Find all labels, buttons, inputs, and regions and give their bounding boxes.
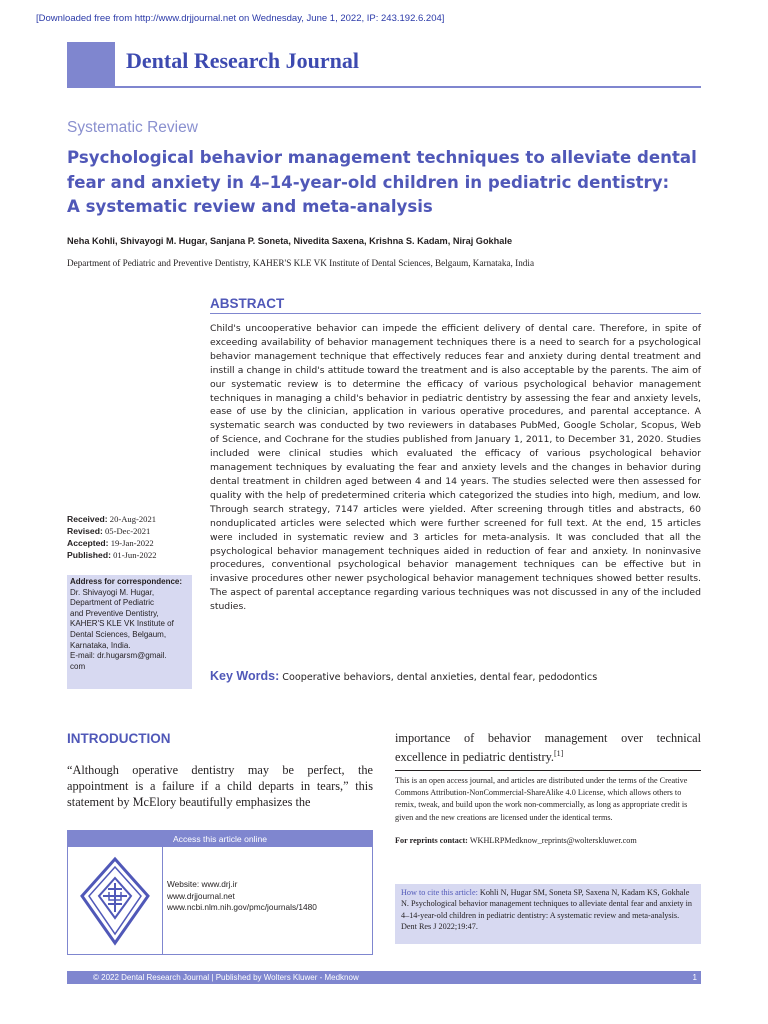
journal-header-rule [115,86,701,88]
page-number: 1 [692,973,697,982]
correspondence-email[interactable]: E-mail: dr.hugarsm@gmail. [70,651,167,661]
article-title [67,146,707,220]
date-received [67,513,157,525]
website-label: Website: [167,879,200,889]
abstract-rule [210,313,701,314]
website-row [167,879,317,891]
journal-url-link[interactable]: www.drjjournal.net [167,890,235,901]
date-value: 20-Aug-2021 [109,514,157,524]
page-footer [67,971,701,984]
article-dates [67,513,157,561]
article-type: Systematic Review [67,119,198,136]
correspondence-line: and Preventive Dentistry, [70,608,159,618]
reprints-email[interactable]: WKHLRPMedknow_reprints@wolterskluwer.com [469,835,637,845]
date-label: Received: [67,514,108,524]
date-accepted [67,537,157,549]
citation-text: Kohli N, Hugar SM, Soneta SP, Saxena N, Kadam KS, Gokhale N. Psychological behavior management techniques to alleviate dental fear and anxiety in 4–14-year-old children in pediatric dentistry: A systematic review and meta-analysis. Dent Res J 2022;19:47. [401,888,693,931]
introduction-text: “Although operative dentistry may be perfect, the appointment is a failure if a child departs in tears,” this statement by McElory beautifully emphasizes the [67,763,373,809]
correspondence-line: Department of Pediatric [70,598,155,608]
access-online-heading: Access this article online [68,831,372,847]
introduction-continuation [395,730,701,765]
journal-logo-icon [79,856,151,946]
affiliation: Department of Pediatric and Preventive Dentistry, KAHER'S KLE VK Institute of Dental Sciences, Belgaum, Karnataka, India [67,258,535,268]
correspondence-heading: Address for correspondence: [70,577,183,586]
article-title-line: Psychological behavior management techniques to alleviate dental [67,148,697,167]
date-published [67,549,157,561]
keywords-text: Cooperative behaviors, dental anxieties, dental fear, pedodontics [282,672,598,683]
abstract-body [210,322,701,614]
date-label: Revised: [67,526,103,536]
correspondence-box [67,575,192,689]
keywords [210,669,597,683]
article-title-line: A systematic review and meta-analysis [67,197,433,216]
reprints-label: For reprints contact: [395,835,468,845]
access-online-box [67,830,373,955]
date-value: 19-Jan-2022 [110,538,154,548]
correspondence-email-cont[interactable]: com [70,661,86,671]
citation-label: How to cite this article: [401,888,478,897]
date-revised [67,525,157,537]
abstract-paragraph: Child's uncooperative behavior can impede the efficient delivery of dental care. Therefore, in spite of exceeding availability of behavior management techniques there is a need to search for a psychological behavior management technique that effectively reduces fear and anxiety during dental treatment and instill a change in child's attitude toward the treatment and is also acceptable by the parents. The aim of our systematic review is to determine the efficacy of various psychological behavior management techniques in managing a child's behavior in pediatric dentistry by assessing the fear and anxiety levels, ease of use by the clinician, application in various operative procedures, and parental acceptance. A systematic search was conducted by two reviewers in databases PubMed, Google Scholar, Scopus, Web of Science, and Cochrane for the studies published from January 1, 2011, to December 31, 2020. Studies included were clinical studies which evaluated the efficacy of various psychological behavior management techniques by evaluating the fear and anxiety levels and the changes in behavior during dental treatment in children aged between 4 and 14 years. The studies selected were then assessed for quality with the help of predetermined criteria which categorized the studies into high, medium, and low. Through search strategy, 7147 articles were yielded. After screening through titles and abstracts, 60 nonduplicated articles were selected which were further screened for full text. At the end, 15 articles were included in systematic review and 3 articles for meta-analysis. It was concluded that all the psychological behavior management techniques aided in reduction of fear and anxiety. In noninvasive procedures, conventional psychological behavior management techniques can be effective but in invasive procedures other newer psychological behavior management techniques showed better results. The aspect of parental acceptance regarding various techniques was not discussed in any of the included studies. [210,323,701,613]
abstract-heading: ABSTRACT [210,296,285,311]
author-list: Neha Kohli, Shivayogi M. Hugar, Sanjana P. Soneta, Nivedita Saxena, Krishna S. Kadam, Niraj Gokhale [67,236,513,246]
download-notice: [Downloaded free from http://www.drjjournal.net on Wednesday, June 1, 2022, IP: 243.192.6.204] [36,13,445,24]
date-label: Published: [67,550,111,560]
access-divider [162,847,163,954]
open-access-notice [395,770,701,845]
journal-title: Dental Research Journal [126,48,360,73]
pmc-url-link[interactable]: www.ncbi.nlm.nih.gov/pmc/journals/1480 [167,902,317,913]
access-online-info [167,879,317,914]
reference-marker[interactable]: [1] [554,749,564,758]
date-value: 05-Dec-2021 [104,526,151,536]
correspondence-line: Karnataka, India. [70,640,131,650]
article-title-line: fear and anxiety in 4–14-year-old children in pediatric dentistry: [67,172,670,192]
date-label: Accepted: [67,538,109,548]
date-value: 01-Jun-2022 [113,550,157,560]
footer-copyright: © 2022 Dental Research Journal | Published by Wolters Kluwer - Medknow [93,973,359,982]
keywords-label: Key Words: [210,669,280,683]
open-access-text: This is an open access journal, and articles are distributed under the terms of the Creative Commons Attribution-NonCommercial-ShareAlike 4.0 License, which allows others to remix, tweak, and build upon the work non-commercially, as long as appropriate credit is given and the new creations are licensed under the identical terms. [395,776,688,822]
reprints-contact [395,836,701,845]
correspondence-line: KAHER'S KLE VK Institute of [70,619,174,629]
introduction-heading: INTRODUCTION [67,731,171,746]
correspondence-line: Dr. Shivayogi M. Hugar, [70,587,155,597]
journal-header-block [67,42,115,88]
citation-box [395,884,701,944]
introduction-continuation-text: importance of behavior management over technical excellence in pediatric dentistry. [395,731,701,765]
website-link[interactable]: www.drj.ir [201,879,238,889]
correspondence-line: Dental Sciences, Belgaum, [70,629,167,639]
